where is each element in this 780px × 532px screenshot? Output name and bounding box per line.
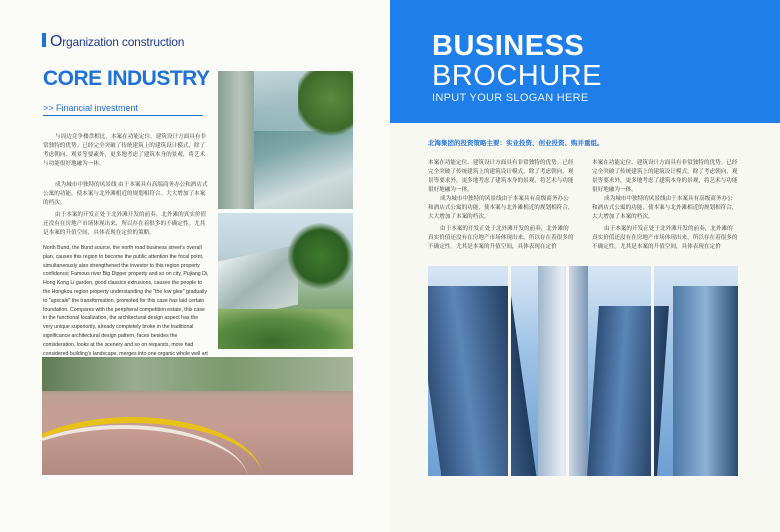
paved-walkway-photo [42,357,353,475]
investment-strategy-heading: 北海集团的投资策略主要：实业投资、创业投资、购并重组。 [428,140,604,147]
brochure-title: BROCHURE [432,60,602,92]
right-col2-paragraph-3: 由于本案的开发正处于北外滩开发的前奏，北外滩的真实价值还没有在房地产市场体现出来，所以存在着很多的不确定性。尤其是本案的升值空间，具体表现在定价 [592,226,738,250]
photo-divider [651,266,654,476]
right-col1-paragraph-1: 本案在功能定位、建筑设计方面具有非常独特的优势。已经完全突破了传统建筑上的建筑设计模式，除了考虑朝向、观景等要求外，更多地考虑了建筑本身的景观，将艺术与功能很好地融为一体。 [428,160,574,193]
org-heading-rest: rganization construction [62,35,185,49]
organization-heading [50,33,184,51]
left-cn-paragraph-1: 与周边竞争楼盘相比，本案在功能定位、建筑设计方面具有非常独特的优势。已经完全突破了传统建筑上的建筑设计模式，除了考虑朝向、观景等要素外，更多地考虑了建筑本身的景观，将艺术与功能很好地融为一体。 [43,134,207,167]
tree-canopy [298,71,353,141]
photo-divider [566,266,569,476]
tower-4 [673,286,738,476]
org-heading-initial: O [50,33,63,50]
slogan-text: INPUT YOUR SLOGAN HERE [432,92,589,104]
left-en-paragraph: North Bund, the Bund source, the north road business street's overall plan, causes this region to become the public attention the focal point, simultaneously also strengthened the investor to this region property confidence; Famous river Big Dipper property and so on city, Pujiang Di, Hong Kong Li garden, good classics extrusions, causes the people to the Hongkou region property understanding the "the low glee" gradually to "upscale" the transformation, promoted for this case has laid certain foundation. Compares with the peripheral competition estate, this case in the functional localization, the architectural design aspect has the very unique superiority, already completely broke in the traditional significance architectural design pattern, faces besides the consideration, looks at the scenery and so on requests, more had considered building's landscape, merges into one organic whole well art [43,245,209,357]
financial-investment-underline [43,115,203,116]
background-trees [42,357,353,391]
financial-investment-label: >> Financial investment [43,103,139,113]
title-accent-bar [42,33,46,47]
right-col2-paragraph-2: 成为城市中独特的风景线由于本案具有高级商务办公和酒店式公寓的功能，使本案与北外滩相近的规划相符合，大大增加了本案的档次。 [592,196,738,220]
yellow-curve-line [42,417,262,475]
tower-2 [538,266,588,476]
skyscrapers-photo [428,266,738,476]
photo-divider [508,266,511,476]
right-col1-paragraph-3: 由于本案的开发正处于北外滩开发的前奏，北外滩的真实价值还没有在房地产市场体现出来，所以存在着很多的不确定性。尤其是本案的升值空间，具体表现在定价 [428,226,574,250]
tower-1 [428,286,536,476]
shrubs [218,309,353,349]
business-title: BUSINESS [432,30,585,62]
core-industry-title: CORE INDUSTRY [43,67,210,90]
right-col2-paragraph-1: 本案在功能定位、建筑设计方面具有非常独特的优势。已经完全突破了传统建筑上的建筑设计模式，除了考虑朝向、观景等要求外，更多地考虑了建筑本身的景观，将艺术与功能很好地融为一体。 [592,160,738,193]
pillar [218,71,254,209]
plants-canopy-photo [218,213,353,349]
right-col1-paragraph-2: 成为城市中独特的风景线由于本案具有高级商务办公和酒店式公寓的功能，使本案与北外滩相近的规划相符合，大大增加了本案的档次。 [428,196,574,220]
palm-tree [288,221,353,291]
tower-3 [587,306,669,476]
left-cn-paragraph-2: 成为城市中独特的风景线 由于本案具有高端商务办公和酒店式公寓的功能，使本案与北外滩相近的规划相符合。大大增加了本案的档次。 [43,182,208,206]
glass-building-photo [218,71,353,209]
left-cn-paragraph-3: 由于本案的开发正处于北外滩开发的前奏。北外滩的真实价值还没有在房地产市场体现出来，所以存在着很多的不确定性。尤其是本案的升值空间，具体表现在定价的策略。 [43,212,207,236]
